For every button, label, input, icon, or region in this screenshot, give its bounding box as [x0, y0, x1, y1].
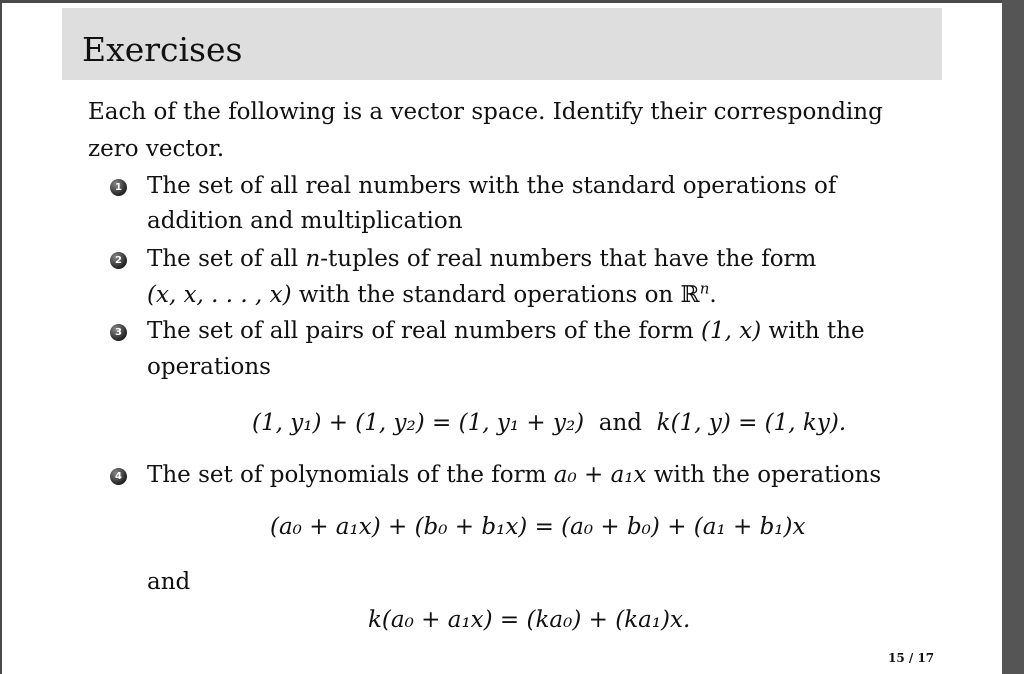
item-3-line1: The set of all pairs of real numbers of the form (1, x) with the: [147, 318, 865, 344]
item-4-equation-1: (a₀ + a₁x) + (b₀ + b₁x) = (a₀ + b₀) + (a₁ + b₁)x: [270, 514, 806, 540]
item-4-line1: The set of polynomials of the form a₀ + a₁x with the operations: [147, 462, 882, 488]
slide-title: Exercises: [82, 30, 243, 69]
bullet-3-icon: 3: [110, 324, 127, 341]
slide-page: [2, 3, 1002, 674]
item-3-line2: operations: [147, 354, 271, 380]
item-1-line2: addition and multiplication: [147, 208, 463, 234]
slide-header: [62, 8, 942, 80]
item-1-line1: The set of all real numbers with the standard operations of: [147, 173, 837, 199]
bullet-4-icon: 4: [110, 468, 127, 485]
page-number: 15 / 17: [888, 651, 935, 665]
item-4-equation-2: k(a₀ + a₁x) = (ka₀) + (ka₁)x.: [368, 607, 691, 633]
item-2-line1: The set of all n-tuples of real numbers that have the form: [147, 246, 817, 272]
item-2-line2: (x, x, . . . , x) with the standard operations on ℝ$^n$.: [147, 279, 717, 308]
viewer-background: [1002, 0, 1024, 674]
intro-text-line2: zero vector.: [88, 136, 225, 162]
item-3-equation: (1, y₁) + (1, y₂) = (1, y₁ + y₂) and k(1, y) = (1, ky).: [252, 410, 847, 436]
item-4-and-label: and: [147, 569, 191, 595]
bullet-1-icon: 1: [110, 179, 127, 196]
bullet-2-icon: 2: [110, 252, 127, 269]
intro-text-line1: Each of the following is a vector space. Identify their corresponding: [88, 99, 883, 125]
